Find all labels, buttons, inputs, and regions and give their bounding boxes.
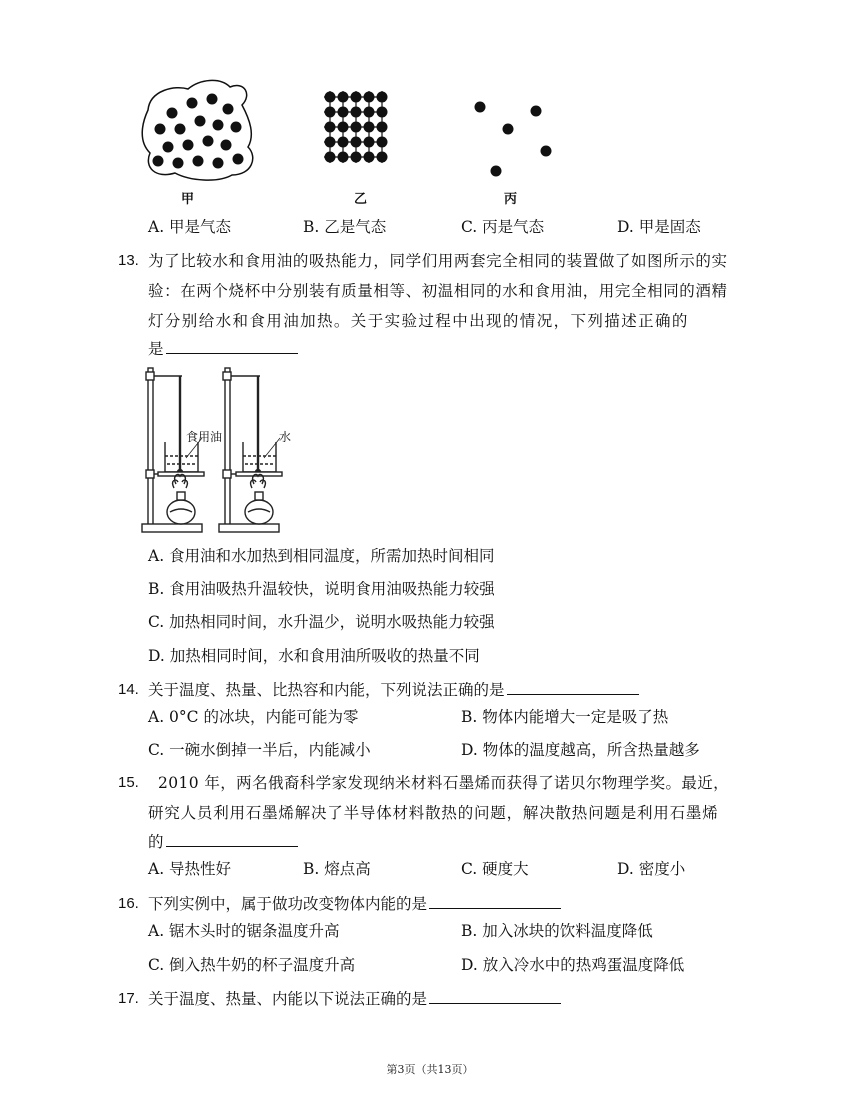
q15-number: 15. (118, 774, 139, 791)
figure-bing (475, 102, 552, 177)
q15-stem-line3: 的 (148, 831, 298, 853)
q17-number: 17. (118, 990, 139, 1007)
q12-option-d: D. 甲是固态 (617, 218, 701, 236)
q15-stem-line1: 2010 年，两名俄裔科学家发现纳米材料石墨烯而获得了诺贝尔物理学奖。最近， (158, 774, 730, 792)
q14-option-a: A. 0°C 的冰块，内能可能为零 (148, 708, 359, 726)
label-cooking-oil: 食用油 (186, 430, 223, 444)
q13-stem-line1: 为了比较水和食用油的吸热能力，同学们用两套完全相同的装置做了如图所示的实 (148, 252, 728, 270)
figure-label-bing: 丙 (504, 192, 518, 207)
q12-option-b: B. 乙是气态 (303, 218, 387, 236)
q13-stem-line4: 是 (148, 338, 298, 360)
q17-answer-blank (429, 989, 561, 1004)
q15-option-d: D. 密度小 (617, 860, 686, 878)
q13-answer-blank (166, 339, 298, 354)
q15-option-a: A. 导热性好 (148, 860, 232, 878)
q14-option-d: D. 物体的温度越高，所含热量越多 (461, 741, 700, 759)
figure-yi (324, 91, 388, 163)
q12-option-a: A. 甲是气态 (148, 218, 232, 236)
q14-answer-blank (507, 680, 639, 695)
q14-number: 14. (118, 681, 139, 698)
q13-option-a: A. 食用油和水加热到相同温度，所需加热时间相同 (148, 547, 495, 565)
q12-option-c: C. 丙是气态 (461, 218, 545, 236)
q17-stem: 关于温度、热量、内能以下说法正确的是 (148, 988, 561, 1010)
figure-jia (142, 80, 253, 180)
q13-stem-line2: 验：在两个烧杯中分别装有质量相等、初温相同的水和食用油，用完全相同的酒精 (148, 282, 728, 300)
q13-stem-line3: 灯分别给水和食用油加热。关于实验过程中出现的情况，下列描述正确的 (148, 312, 689, 330)
q13-option-b: B. 食用油吸热升温较快，说明食用油吸热能力较强 (148, 580, 495, 598)
q13-option-d: D. 加热相同时间，水和食用油所吸收的热量不同 (148, 647, 480, 665)
q16-answer-blank (429, 894, 561, 909)
q16-option-a: A. 锯木头时的锯条温度升高 (148, 922, 340, 940)
q15-option-b: B. 熔点高 (303, 860, 371, 878)
label-water: 水 (279, 430, 292, 444)
q16-option-d: D. 放入冷水中的热鸡蛋温度降低 (461, 956, 685, 974)
q15-option-c: C. 硬度大 (461, 860, 529, 878)
page-footer: 第3页（共13页） (386, 1063, 474, 1076)
q13-number: 13. (118, 252, 139, 269)
q16-stem: 下列实例中，属于做功改变物体内能的是 (148, 893, 561, 915)
q14-option-c: C. 一碗水倒掉一半后，内能减小 (148, 741, 371, 759)
q14-option-b: B. 物体内能增大一定是吸了热 (461, 708, 669, 726)
figure-label-yi: 乙 (354, 192, 368, 207)
q15-answer-blank (166, 832, 298, 847)
q15-stem-line2: 研究人员利用石墨烯解决了半导体材料散热的问题，解决散热问题是利用石墨烯 (148, 804, 719, 822)
heating-apparatus-figure (140, 364, 300, 538)
q16-option-b: B. 加入冰块的饮料温度降低 (461, 922, 653, 940)
q16-option-c: C. 倒入热牛奶的杯子温度升高 (148, 956, 356, 974)
q16-number: 16. (118, 895, 139, 912)
figure-label-jia: 甲 (181, 192, 195, 207)
q14-stem: 关于温度、热量、比热容和内能，下列说法正确的是 (148, 679, 639, 701)
q13-option-c: C. 加热相同时间，水升温少，说明水吸热能力较强 (148, 613, 495, 631)
